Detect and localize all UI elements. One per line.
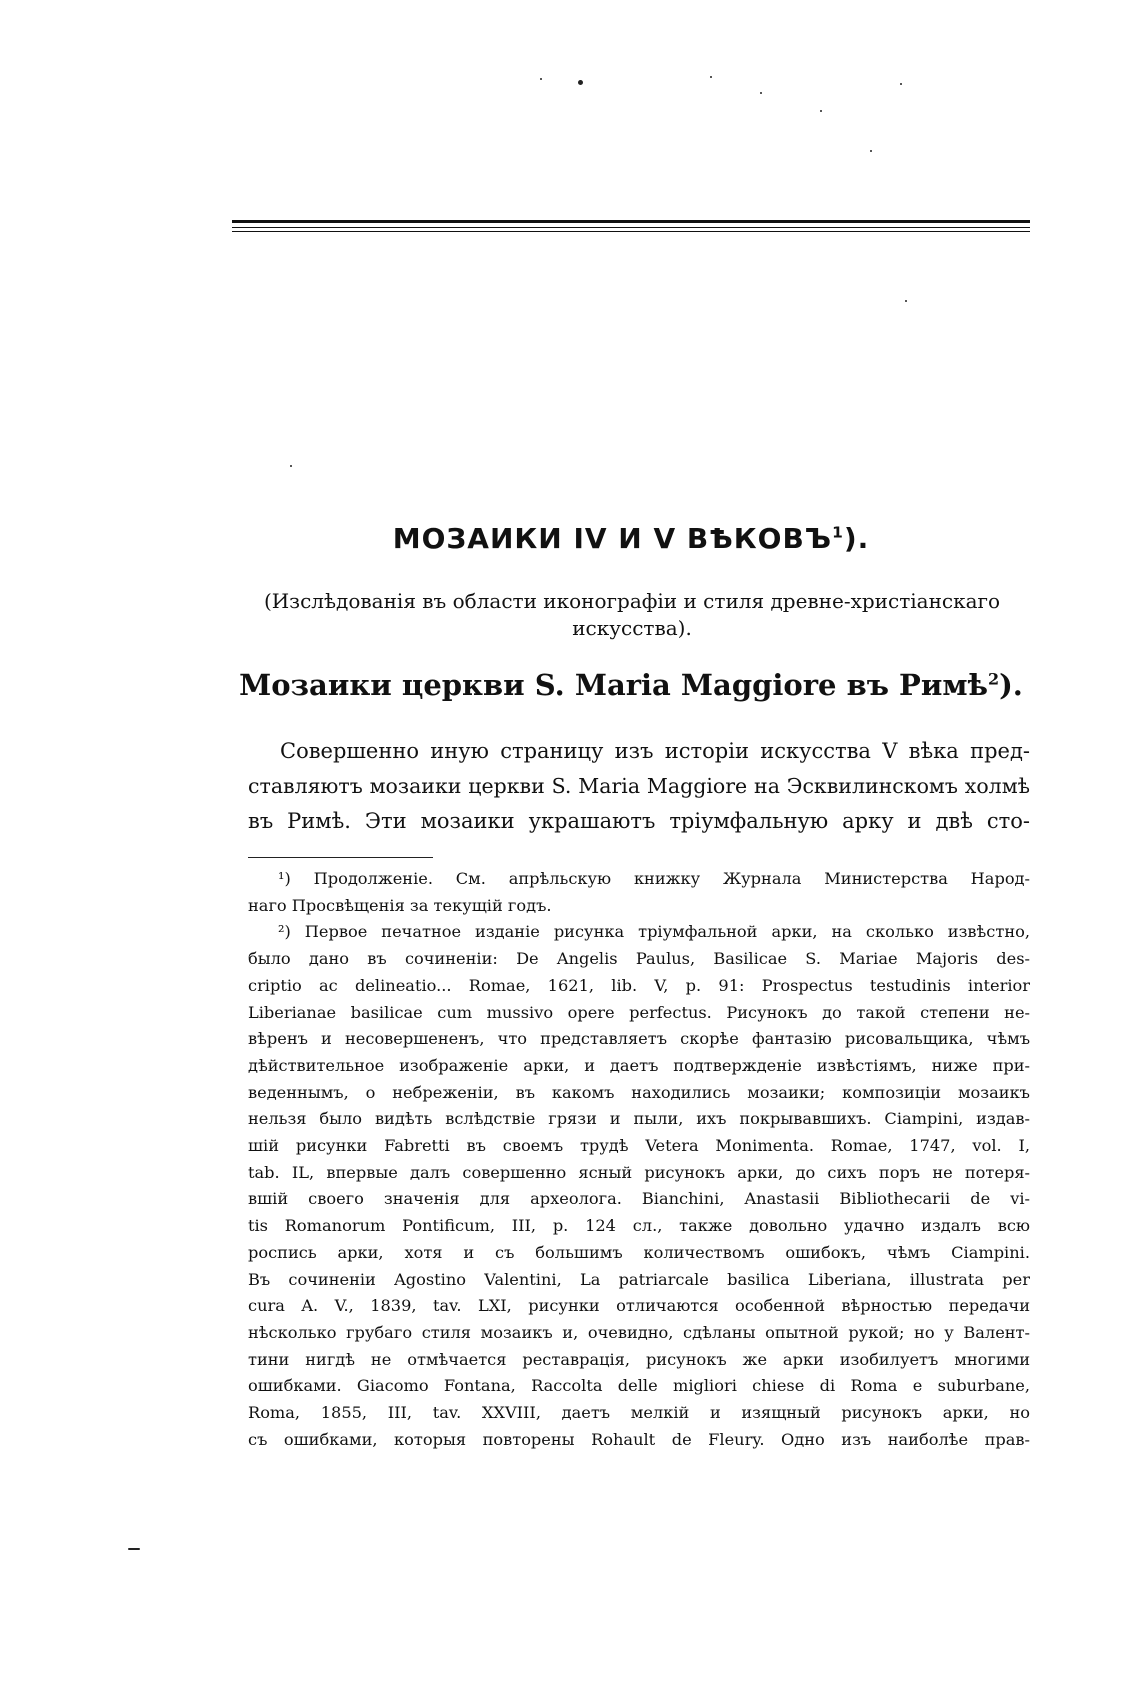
footnote-line: тини нигдѣ не отмѣчается реставрація, рисунокъ же арки изобилуетъ многими [248,1349,1030,1369]
footnotes [248,866,1030,1453]
footnote-line: веденнымъ, о небреженіи, въ какомъ находились мозаики; композиціи мозаикъ [248,1082,1030,1102]
paragraph-line: въ Римѣ. Эти мозаики украшаютъ тріумфальную арку и двѣ сто- [248,809,1030,833]
article-title-footnote-ref[interactable]: 1 [832,523,844,542]
header-rule-thick [232,220,1030,223]
footnote-line: дѣйствительное изображеніе арки, и даетъ подтвержденіе извѣстіямъ, ниже при- [248,1055,1030,1075]
footnote-1 [248,866,1030,919]
body-paragraph [248,734,1030,839]
footnote-line: нельзя было видѣть вслѣдствіе грязи и пыли, ихъ покрывавшихъ. Ciampini, издав- [248,1109,1030,1129]
paragraph-line: Совершенно иную страницу изъ исторіи искусства V вѣка пред- [280,739,1030,763]
footnote-line: tis Romanorum Pontificum, III, p. 124 сл., также довольно удачно издалъ всю [248,1216,1030,1236]
footnote-line: ¹) Продолженіе. См. апрѣльскую книжку Журнала Министерства Народ- [278,869,1030,888]
footnote-line: tab. IL, впервые далъ совершенно ясный рисунокъ арки, до сихъ поръ не потеря- [248,1162,1030,1182]
scan-speck [578,80,583,85]
article-title [232,522,1030,555]
footnote-line: нѣсколько грубаго стиля мозаикъ и, очевидно, сдѣланы опытной рукой; но у Валент- [248,1322,1030,1342]
footnote-2 [248,919,1030,1453]
scan-speck [128,1548,140,1550]
header-rule-thin [232,231,1030,232]
footnote-line: Liberianae basilicae cum mussivo opere perfectus. Рисунокъ до такой степени не- [248,1002,1030,1022]
scan-speck [290,465,292,467]
paragraph-line: ставляютъ мозаики церкви S. Maria Maggiore на Эсквилинскомъ холмѣ [248,774,1030,798]
footnote-line: Въ сочиненіи Agostino Valentini, La patriarcale basilica Liberiana, illustrata per [248,1269,1030,1289]
footnote-line: вшій своего значенія для археолога. Bianchini, Anastasii Bibliothecarii de vi- [248,1189,1030,1209]
section-title-footnote-ref[interactable]: 2 [987,669,1000,689]
footnote-line: было дано въ сочиненіи: De Angelis Paulus, Basilicae S. Mariae Majoris des- [248,949,1030,969]
footnote-line: ошибками. Giacomo Fontana, Raccolta delle migliori chiese di Roma e suburbane, [248,1376,1030,1396]
scan-speck [870,150,872,152]
scan-speck [900,83,902,85]
footnote-line: cura A. V., 1839, tav. LXI, рисунки отличаются особенной вѣрностью передачи [248,1296,1030,1316]
subtitle-line: (Изслѣдованія въ области иконографіи и стиля древне-христіанскаго [263,589,1001,613]
scan-speck [820,110,822,112]
footnote-line: Roma, 1855, III, tav. XXVIII, даетъ мелкій и изящный рисунокъ арки, но [248,1403,1030,1423]
footnote-line: ²) Первое печатное изданіе рисунка тріумфальной арки, на сколько извѣстно, [278,922,1030,942]
section-title [232,668,1030,702]
footnote-line: шій рисунки Fabretti въ своемъ трудѣ Vetera Monimenta. Romae, 1747, vol. I, [248,1136,1030,1156]
subtitle-line: искусства). [572,616,692,640]
header-rule-thin [232,227,1030,228]
section-title-text: Мозаики церкви S. Maria Maggiore въ Римѣ [239,668,988,702]
article-title-close: ). [843,522,870,555]
article-subtitle [250,588,1014,642]
footnote-line: criptio ac delineatio... Romae, 1621, lib. V, p. 91: Prospectus testudinis interior [248,975,1030,995]
footnote-line: роспись арки, хотя и съ большимъ количествомъ ошибокъ, чѣмъ Ciampini. [248,1242,1030,1262]
article-title-text: МОЗАИКИ IV И V ВѢКОВЪ [392,522,833,555]
scan-speck [760,92,762,94]
footnote-line: вѣренъ и несовершененъ, что представляетъ скорѣе фантазію рисовальщика, чѣмъ [248,1029,1030,1049]
footnote-line: наго Просвѣщенія за текущій годъ. [248,895,552,915]
scan-speck [540,78,542,80]
section-title-close: ). [999,668,1023,702]
scan-speck [710,76,712,78]
scan-speck [905,300,907,302]
footnote-separator [248,857,433,858]
footnote-line: съ ошибками, которыя повторены Rohault de Fleury. Одно изъ наиболѣе прав- [248,1429,1030,1449]
